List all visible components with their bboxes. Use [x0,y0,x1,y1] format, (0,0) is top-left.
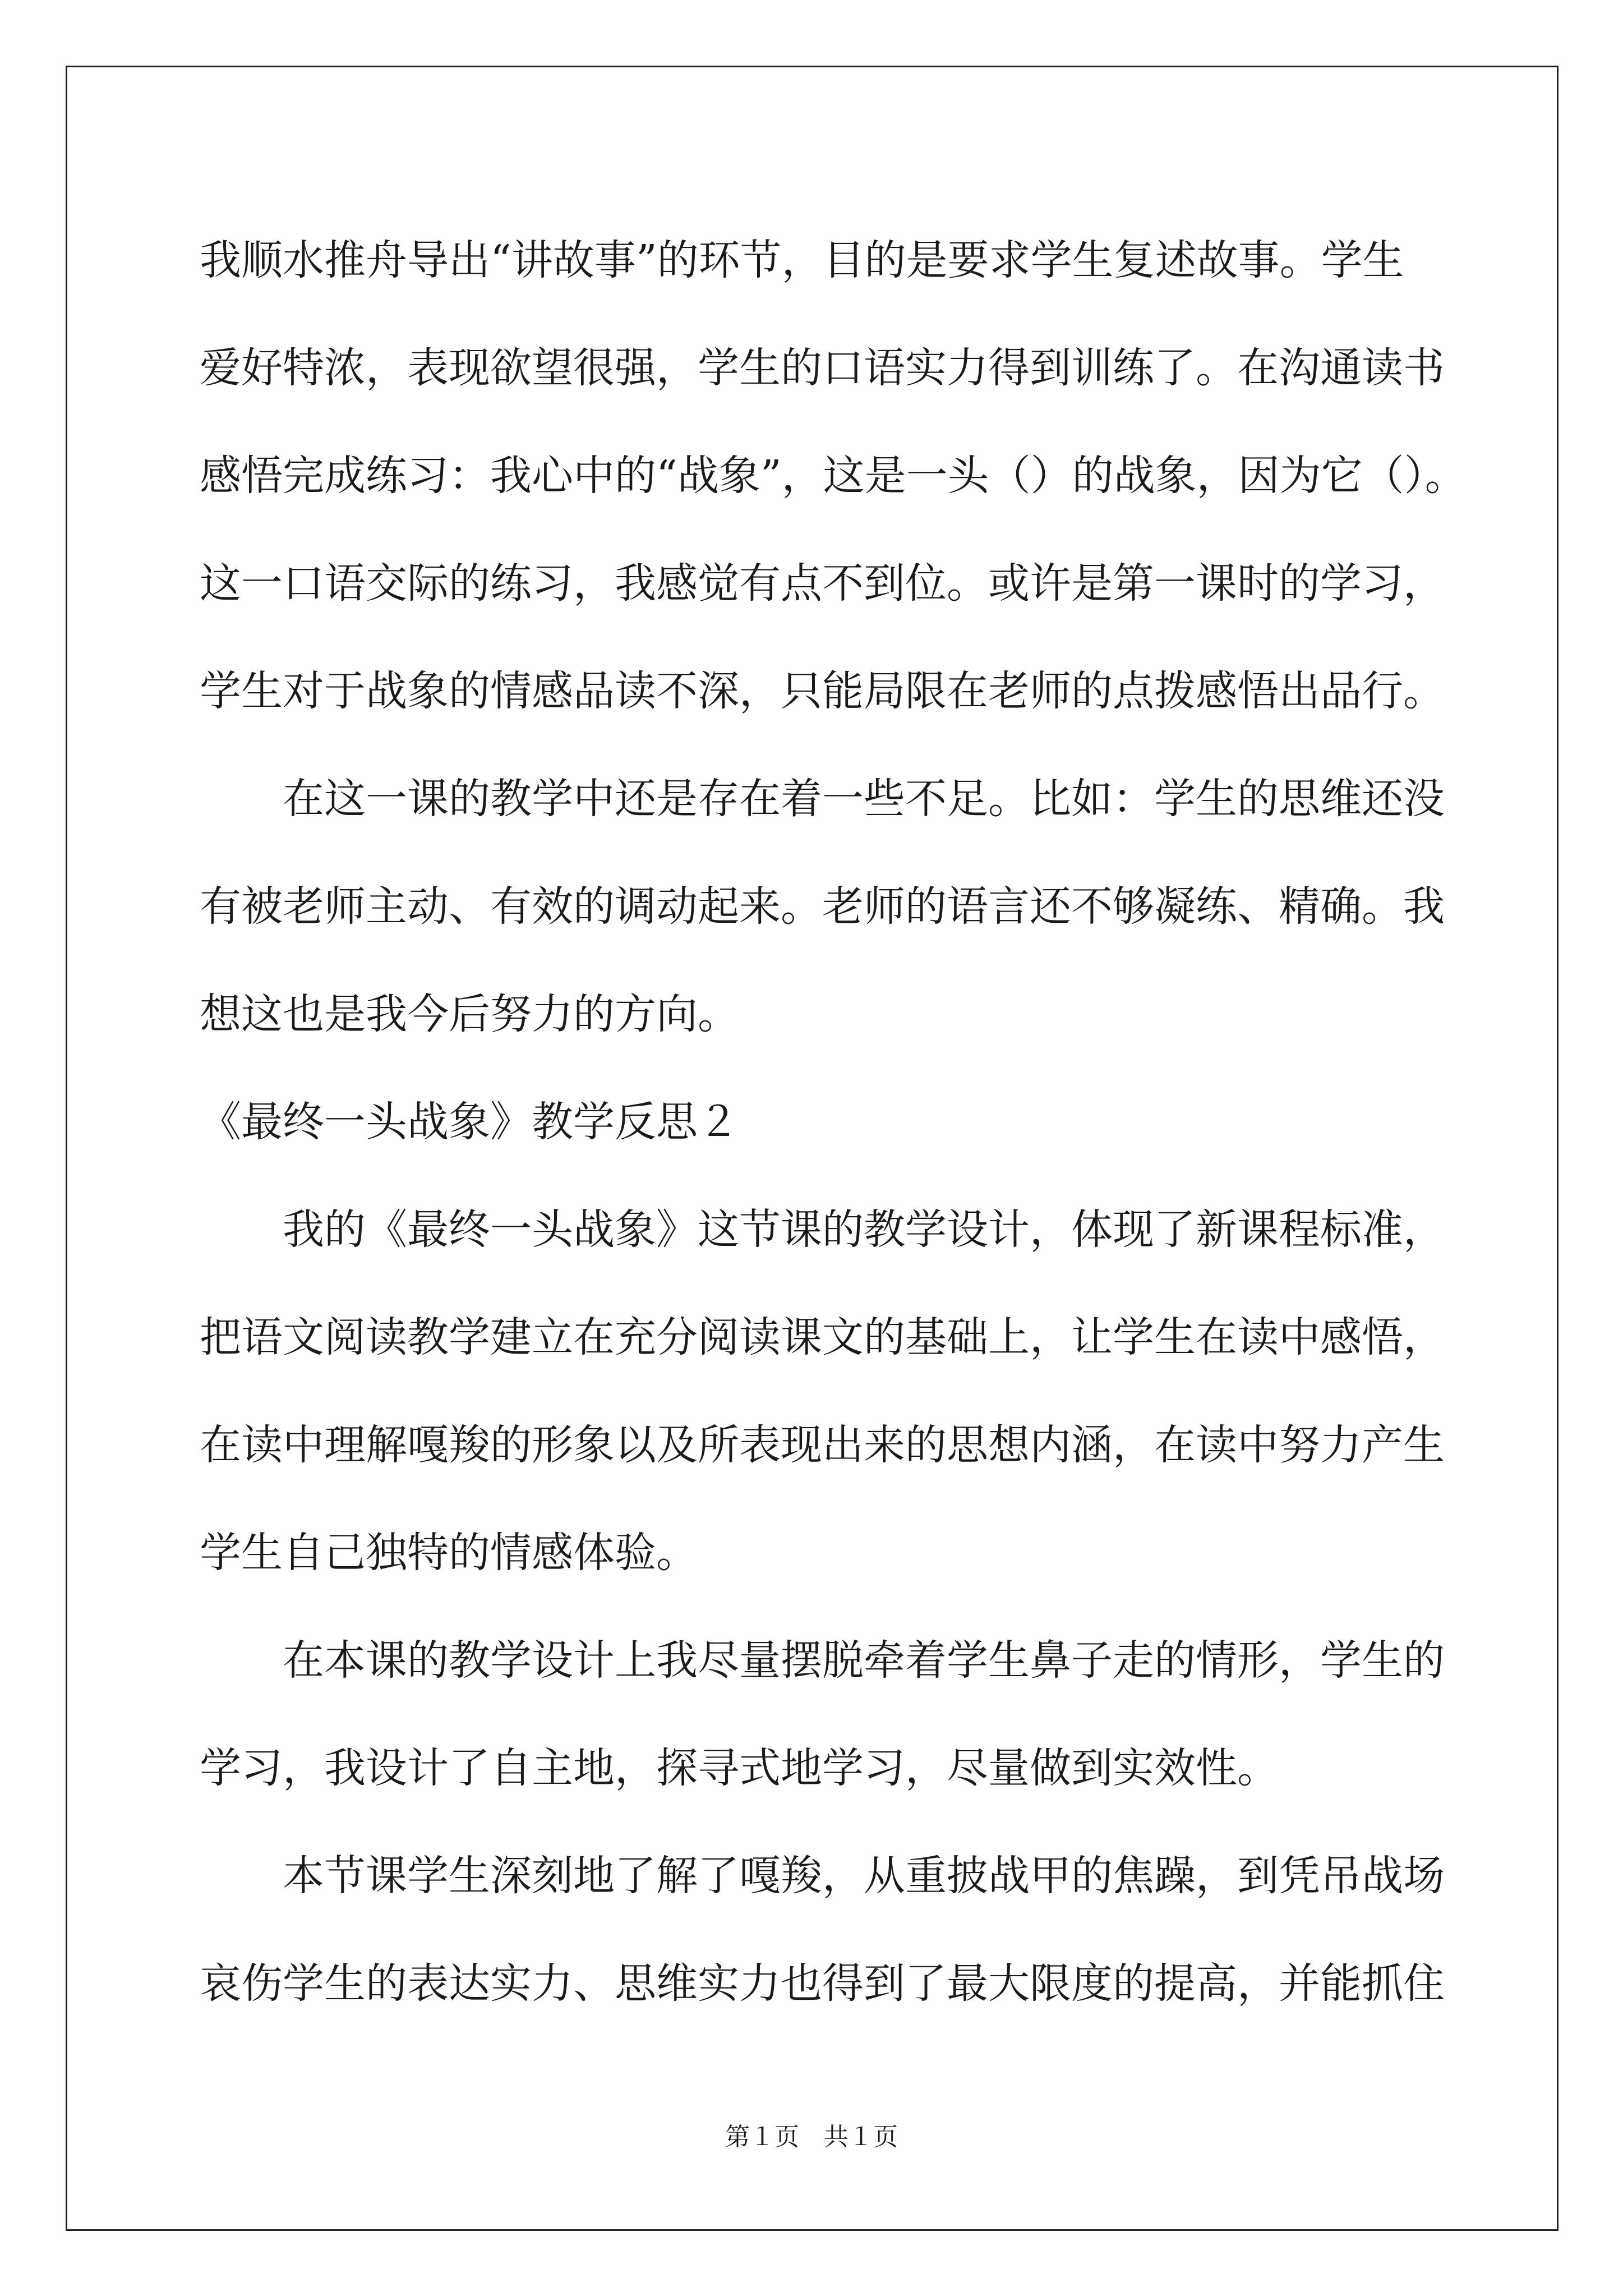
section-heading: 《最终一头战象》教学反思２ [200,1098,739,1146]
text-line: 把语文阅读教学建立在充分阅读课文的基础上，让学生在读中感悟， [200,1313,1445,1361]
text-line: 学生对于战象的情感品读不深，只能局限在老师的点拨感悟出品行。 [200,667,1445,715]
text-line: 在读中理解嘎羧的形象以及所表现出来的思想内涵，在读中努力产生 [200,1421,1445,1469]
text-line: 学生自己独特的情感体验。 [200,1529,698,1577]
text-line: 想这也是我今后努力的方向。 [200,990,739,1038]
document-body [200,206,1467,2037]
text-line: 爱好特浓，表现欲望很强，学生的口语实力得到训练了。在沟通读书 [200,344,1445,392]
text-line: 本节课学生深刻地了解了嘎羧，从重披战甲的焦躁，到凭吊战场 [200,1852,1445,1900]
text-line: 哀伤学生的表达实力、思维实力也得到了最大限度的提高，并能抓住 [200,1959,1445,2008]
text-line: 我的《最终一头战象》这节课的教学设计，体现了新课程标准， [200,1205,1445,1254]
text-line: 这一口语交际的练习，我感觉有点不到位。或许是第一课时的学习， [200,559,1445,608]
text-line: 在本课的教学设计上我尽量摆脱牵着学生鼻子走的情形，学生的 [200,1636,1445,1685]
text-line: 学习，我设计了自主地，探寻式地学习，尽量做到实效性。 [200,1744,1279,1792]
text-line: 有被老师主动、有效的调动起来。老师的语言还不够凝练、精确。我 [200,882,1445,931]
text-line: 感悟完成练习：我心中的“战象”，这是一头（）的战象，因为它（）。 [200,452,1467,500]
page-footer: 第１页 共１页 [725,2123,898,2151]
text-line: 在这一课的教学中还是存在着一些不足。比如：学生的思维还没 [200,775,1445,823]
text-line: 我顺水推舟导出“讲故事”的环节，目的是要求学生复述故事。学生 [200,236,1404,284]
